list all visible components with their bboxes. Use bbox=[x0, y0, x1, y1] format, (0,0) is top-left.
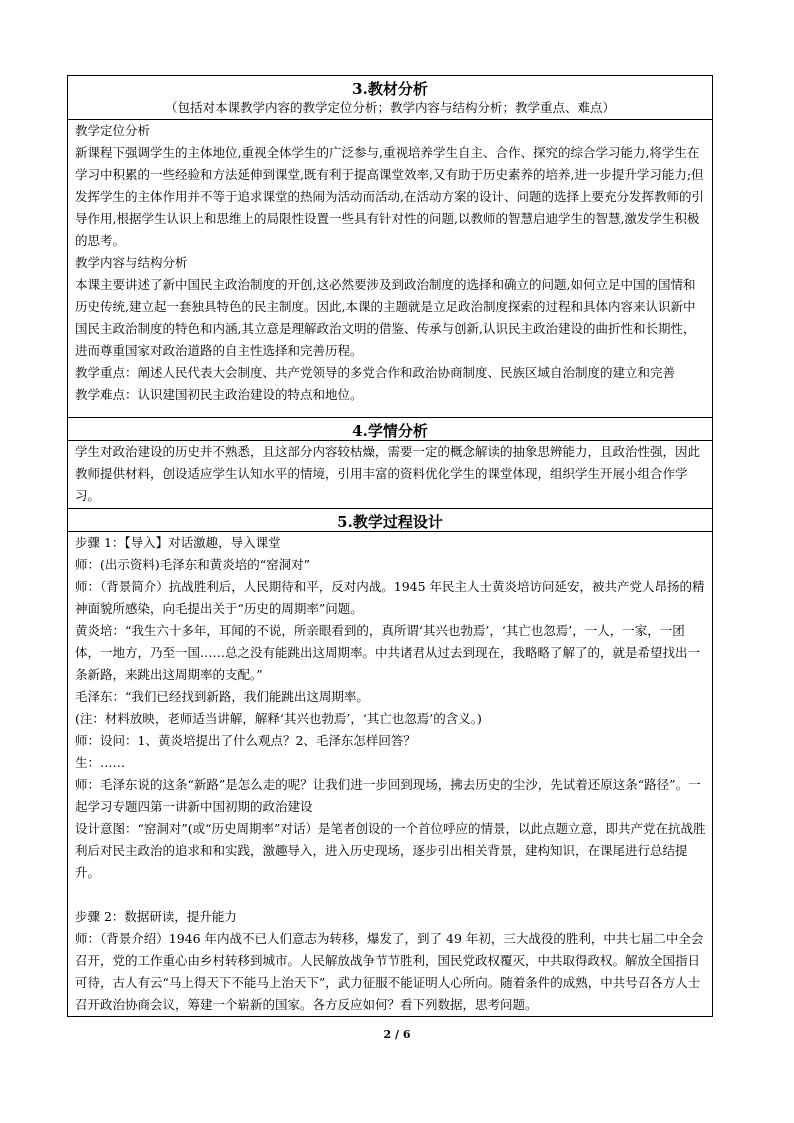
paragraph: 设计意图：“窑洞对”(或“历史周期率”对话）是笔者创设的一个首位呼应的情景，以此点题立意，即共产党在抗战胜利后对民主政治的追求和和实践，激趣导入，进入历史现场，逐步引出相关背景，建构知识，在课尾进行总结提升。 bbox=[75, 821, 706, 880]
section-4-header bbox=[68, 417, 712, 441]
paragraph: 教学难点：认识建国初民主政治建设的特点和地位。 bbox=[75, 387, 363, 402]
paragraph: 师：（背景简介）抗战胜利后，人民期待和平，反对内战。1945 年民主人士黄炎培访问延安，被共产党人昂扬的精神面貌所感染，向毛提出关于“历史的周期率”问题。 bbox=[75, 579, 705, 616]
paragraph: 教学定位分析 bbox=[75, 123, 151, 138]
paragraph: 学生对政治建设的历史并不熟悉，且这部分内容较枯燥，需要一定的概念解读的抽象思辨能力，且政治性强，因此教师提供材料，创设适应学生认知水平的情境，引用丰富的资料优化学生的课堂体现，组织学生开展小组合作学习。 bbox=[75, 444, 701, 503]
paragraph: (注：材料放映，老师适当讲解，解释‘其兴也勃焉’，‘其亡也忽焉’的含义。) bbox=[75, 711, 482, 726]
paragraph: 师：设问：1、黄炎培提出了什么观点？2、毛泽东怎样回答？ bbox=[75, 733, 416, 748]
section-4-body bbox=[68, 441, 712, 508]
paragraph: 师：毛泽东说的这条“新路”是怎么走的呢？让我们进一步回到现场，拂去历史的尘沙，先试着还原这条“路径”。一起学习专题四第一讲新中国初期的政治建设 bbox=[75, 777, 701, 814]
section-3-body bbox=[68, 120, 712, 417]
section-5-title: 5.教学过程设计 bbox=[337, 513, 443, 531]
section-3-title: 3.教材分析 bbox=[352, 80, 428, 98]
section-3-header bbox=[68, 76, 712, 120]
paragraph: 步骤 1：【导入】对话激趣，导入课堂 bbox=[75, 535, 281, 550]
blank-line bbox=[75, 884, 706, 906]
paragraph: 师：(出示资料)毛泽东和黄炎培的“窑洞对” bbox=[75, 557, 311, 572]
section-5-header bbox=[68, 508, 712, 532]
lesson-plan-table bbox=[67, 75, 713, 1017]
paragraph: 新课程下强调学生的主体地位,重视全体学生的广泛参与,重视培养学生自主、合作、探究的综合学习能力,将学生在学习中积累的一些经验和方法延伸到课堂,既有利于提高课堂效率,又有助于历史素养的培养,进一步提升学习能力;但发挥学生的主体作用并不等于追求课堂的热闹为活动而活动,在活动方案的设计、问题的选择上要充分发挥教师的引导作用,根据学生认识上和思维上的局限性设置一些具有针对性的问题,以教师的智慧启迪学生的智慧,激发学生积极的思考。 bbox=[75, 145, 704, 248]
paragraph: 毛泽东：“我们已经找到新路，我们能跳出这周期率。 bbox=[75, 689, 369, 704]
paragraph: 教学重点：阐述人民代表大会制度、共产党领导的多党合作和政治协商制度、民族区域自治制度的建立和完善 bbox=[75, 365, 676, 380]
paragraph: 步骤 2：数据研读，提升能力 bbox=[75, 909, 237, 924]
section-5-body bbox=[68, 532, 712, 1016]
page-number: 2 / 6 bbox=[383, 1028, 411, 1041]
paragraph: 黄炎培：“我生六十多年，耳闻的不说，所亲眼看到的，真所谓‘其兴也勃焉’，‘其亡也忽焉’，一人，一家，一团体，一地方，乃至一国……总之没有能跳出这周期率。中共诸君从过去到现在，我略略了解了的，就是希望找出一条新路，来跳出这周期率的支配。” bbox=[75, 623, 701, 682]
section-4-title: 4.学情分析 bbox=[352, 422, 428, 440]
paragraph: 教学内容与结构分析 bbox=[75, 255, 188, 270]
paragraph: 生：…… bbox=[75, 755, 126, 770]
section-3-subtitle: （包括对本课教学内容的教学定位分析；教学内容与结构分析；教学重点、难点） bbox=[164, 100, 615, 115]
paragraph: 本课主要讲述了新中国民主政治制度的开创,这必然要涉及到政治制度的选择和确立的问题,如何立足中国的国情和历史传统,建立起一套独具特色的民主制度。因此,本课的主题就是立足政治制度探索的过程和具体内容来认识新中国民主政治制度的特色和内涵,其立意是理解政治文明的借鉴、传承与创新,认识民主政治建设的曲折性和长期性，进而尊重国家对政治道路的自主性选择和完善历程。 bbox=[75, 277, 696, 358]
paragraph: 师：（背景介绍）1946 年内战不已人们意志为转移，爆发了，到了 49 年初，三大战役的胜利，中共七届二中全会召开，党的工作重心由乡村转移到城市。人民解放战争节节胜利，国民党政权覆灭，中共取得政权。解放全国指日可待，古人有云“马上得天下不能马上治天下”，武力征服不能证明人心所向。随着条件的成熟，中共号召各方人士召开政治协商会议，筹建一个崭新的国家。各方反应如何？看下列数据，思考问题。 bbox=[75, 931, 704, 1012]
